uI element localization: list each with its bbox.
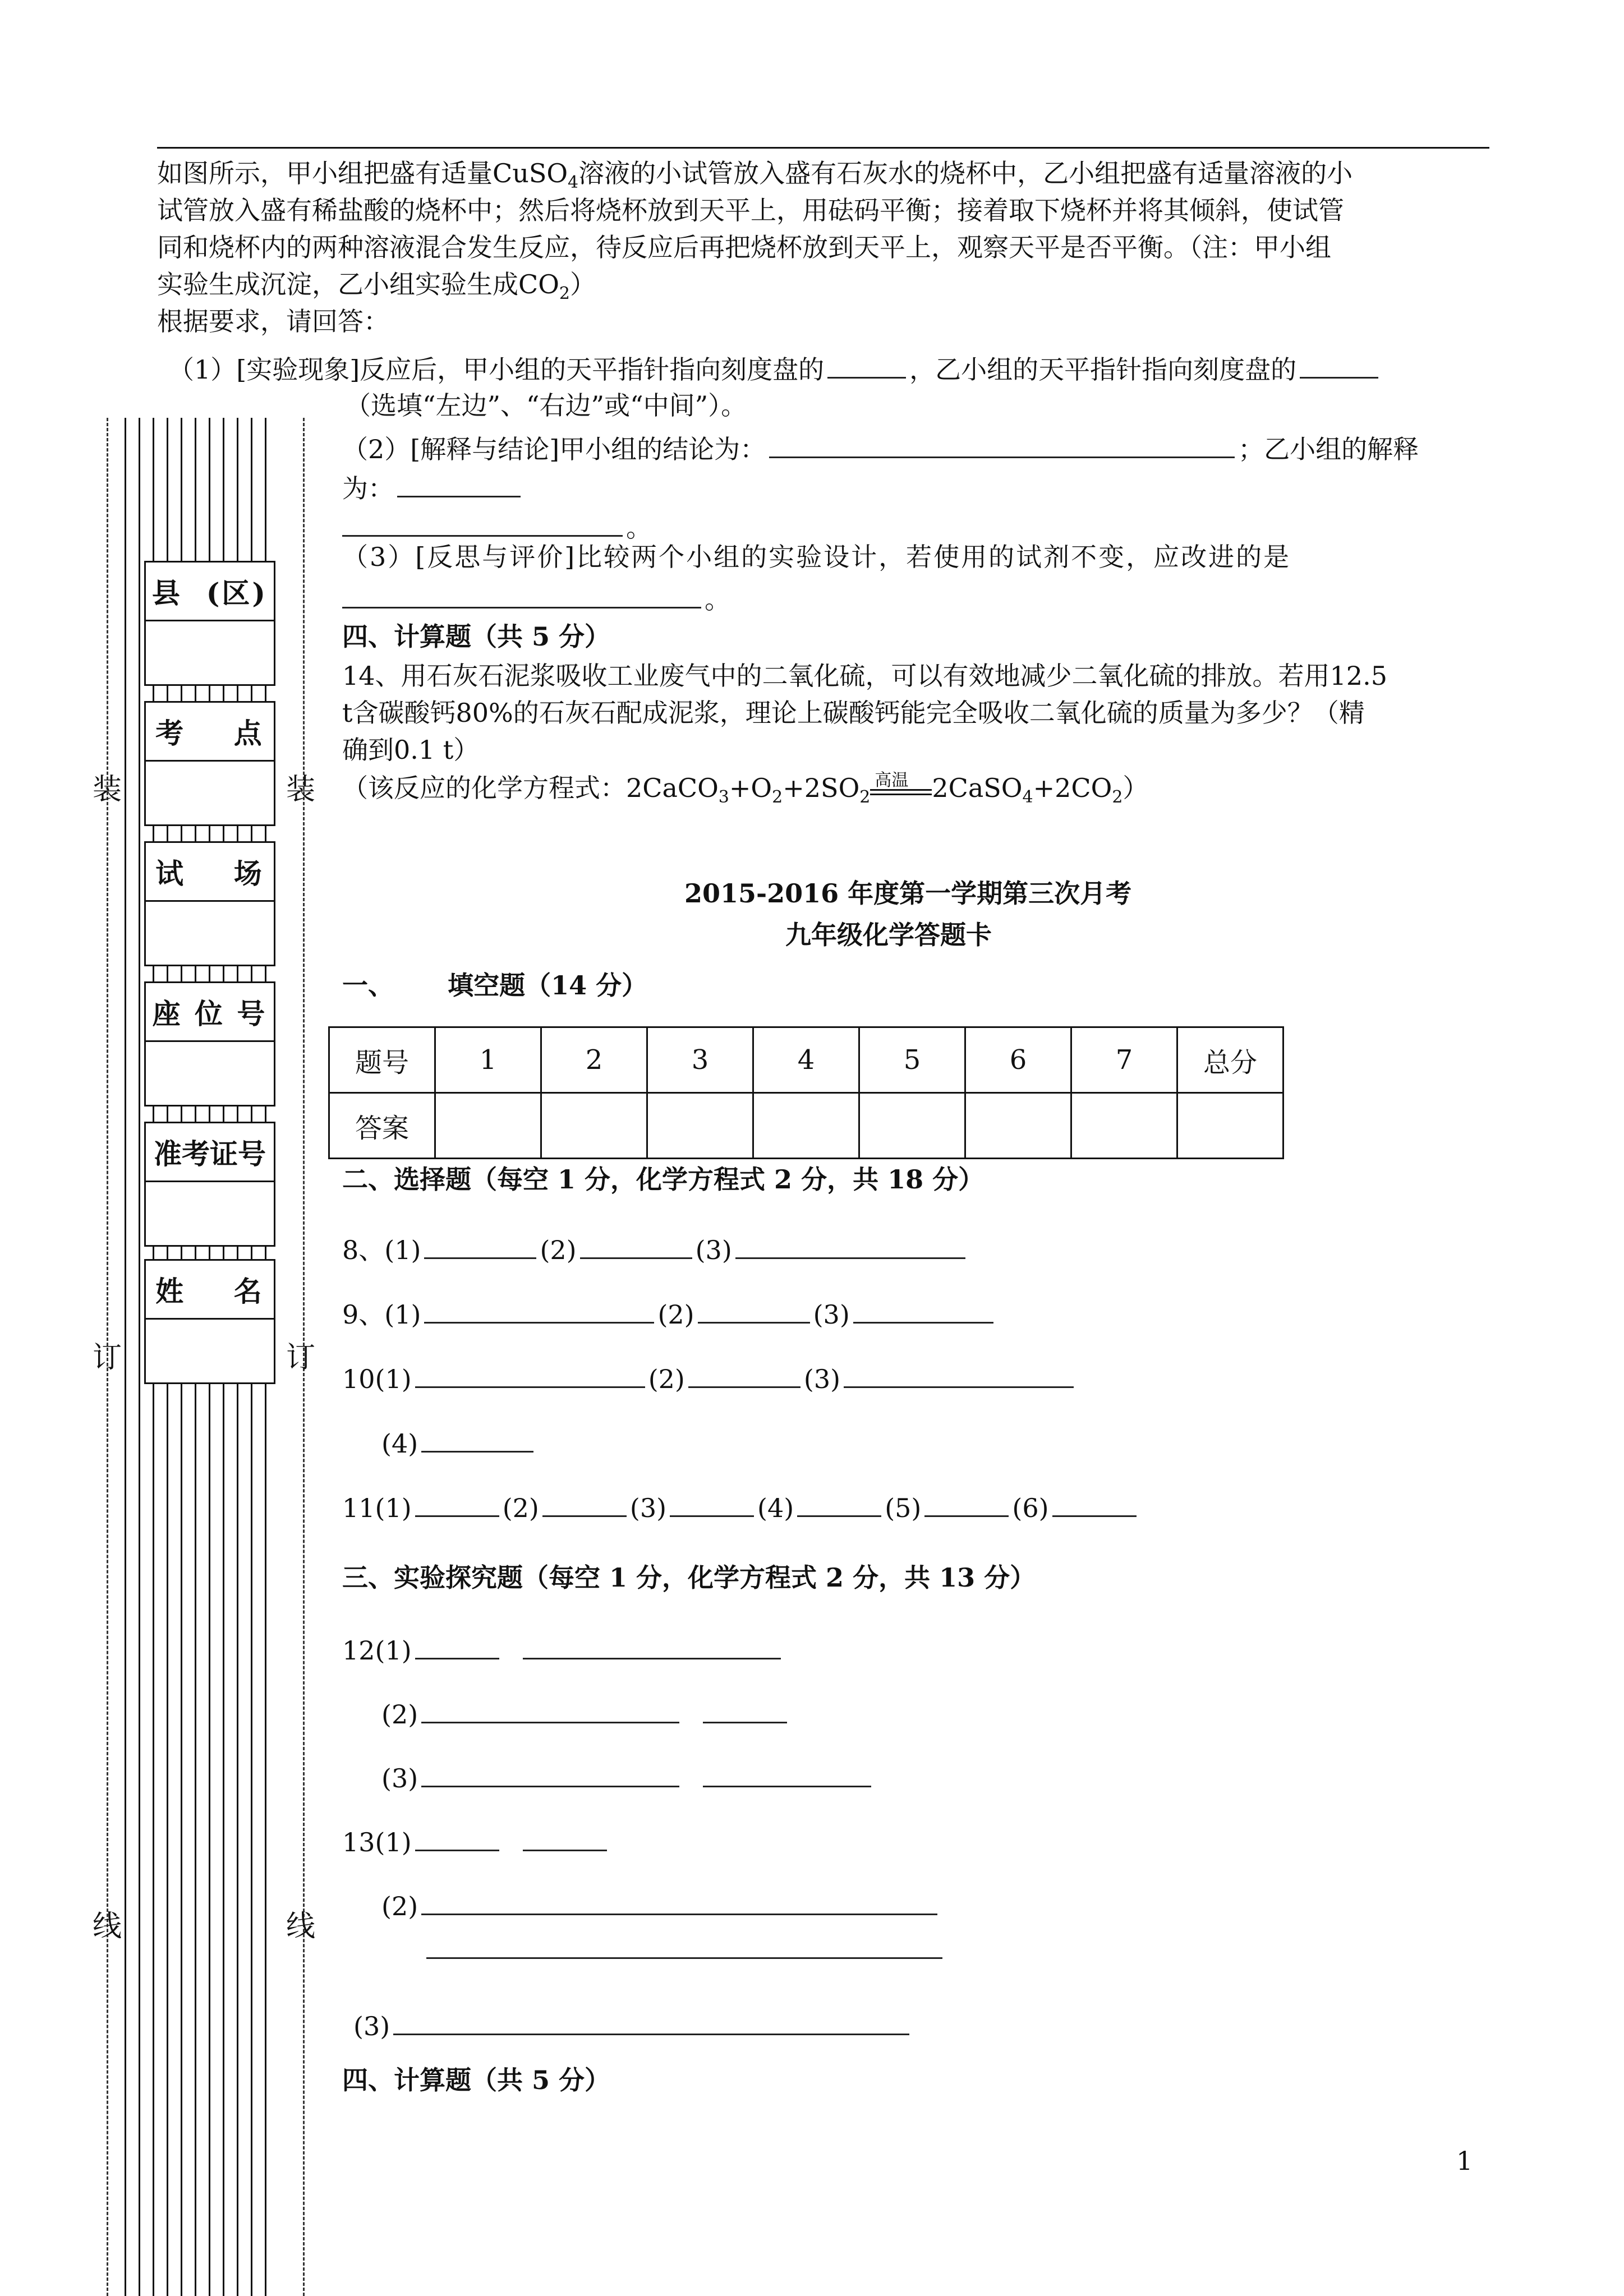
row-13-2: (2) xyxy=(381,1884,941,1925)
info-box-exam-site xyxy=(144,701,275,826)
answer-blank[interactable] xyxy=(542,1486,627,1517)
row-11: 11(1) (2) (3) (4) (5) (6) xyxy=(342,1486,1140,1527)
section-4-heading: 四、计算题（共 5 分） xyxy=(342,2065,611,2095)
table-cell: 2 xyxy=(541,1027,647,1093)
margin-char-zhuang-right: 装 xyxy=(286,773,316,806)
binding-line xyxy=(125,418,126,2296)
question-3-end: 。 xyxy=(342,578,730,618)
margin-char-ding-left: 订 xyxy=(93,1341,122,1375)
margin-char-zhuang-left: 装 xyxy=(93,773,122,806)
margin-char-xian-right: 线 xyxy=(286,1910,316,1943)
question-1: （1）[实验现象]反应后，甲小组的天平指针指向刻度盘的 ，乙小组的天平指针指向刻度盘的 xyxy=(168,348,1382,388)
info-label: 座 位 号 xyxy=(146,983,274,1042)
answer-cell[interactable] xyxy=(435,1093,541,1159)
question-2: （2）[解释与结论]甲小组的结论为： ；乙小组的解释 xyxy=(342,427,1419,468)
answer-blank[interactable] xyxy=(580,1228,692,1259)
seat-field[interactable] xyxy=(146,1042,274,1105)
row-12-2: (2) xyxy=(381,1693,790,1733)
answer-blank[interactable] xyxy=(769,427,1235,458)
intro-line-1: 如图所示，甲小组把盛有适量CuSO$_4$溶液的小试管放入盛有石灰水的烧杯中，乙小组把盛有适量溶液的小 xyxy=(157,158,1353,193)
answer-blank[interactable] xyxy=(1052,1486,1137,1517)
calc-line-2: t含碳酸钙80%的石灰石配成泥浆，理论上碳酸钙能完全吸收二氧化硫的质量为多少？（精 xyxy=(342,698,1365,728)
answer-blank[interactable] xyxy=(342,578,701,608)
row-9: 9、(1) (2) (3) xyxy=(342,1293,997,1333)
answer-cell[interactable] xyxy=(541,1093,647,1159)
answer-blank[interactable] xyxy=(424,1228,536,1259)
answer-blank[interactable] xyxy=(342,506,623,537)
intro-line-2: 试管放入盛有稀盐酸的烧杯中；然后将烧杯放到天平上，用砝码平衡；接着取下烧杯并将其倾斜，使试管 xyxy=(157,195,1344,225)
table-row xyxy=(329,1027,1283,1093)
row-13-3: (3) xyxy=(353,2004,913,2045)
section-2-heading: 二、选择题（每空 1 分，化学方程式 2 分，共 18 分） xyxy=(342,1164,984,1195)
answer-table xyxy=(328,1026,1284,1159)
answer-blank[interactable] xyxy=(698,1293,810,1324)
answer-blank[interactable] xyxy=(853,1293,993,1324)
intro-line-4: 实验生成沉淀，乙小组实验生成$CO_2$） xyxy=(157,269,596,304)
answer-blank[interactable] xyxy=(797,1486,881,1517)
section-3-heading: 三、实验探究题（每空 1 分，化学方程式 2 分，共 13 分） xyxy=(342,1562,1036,1593)
answer-blank[interactable] xyxy=(421,1693,679,1723)
info-label: 准考证号 xyxy=(146,1123,274,1182)
answer-blank[interactable] xyxy=(703,1756,871,1787)
answer-blank[interactable] xyxy=(421,1884,937,1915)
answer-blank[interactable] xyxy=(424,1293,654,1324)
info-box-county xyxy=(144,561,275,686)
answer-blank[interactable] xyxy=(421,1756,679,1787)
reaction-arrow: 高温 xyxy=(870,779,932,801)
info-box-name xyxy=(144,1259,275,1384)
answer-blank[interactable] xyxy=(1300,348,1378,379)
answer-blank[interactable] xyxy=(924,1486,1009,1517)
question-3: （3）[反思与评价]比较两个小组的实验设计，若使用的试剂不变，应改进的是 xyxy=(342,542,1291,572)
answer-blank[interactable] xyxy=(844,1357,1074,1388)
info-box-seat xyxy=(144,981,275,1106)
answer-cell[interactable] xyxy=(1071,1093,1177,1159)
margin-char-ding-right: 订 xyxy=(286,1341,316,1375)
table-cell: 3 xyxy=(647,1027,753,1093)
calc-line-3: 确到0.1 t） xyxy=(342,735,480,765)
row-10: 10(1) (2) (3) xyxy=(342,1357,1077,1398)
table-cell: 5 xyxy=(859,1027,965,1093)
answer-blank[interactable] xyxy=(415,1486,499,1517)
top-rule xyxy=(157,147,1489,149)
answer-cell[interactable] xyxy=(647,1093,753,1159)
answer-cell[interactable] xyxy=(753,1093,859,1159)
intro-line-5: 根据要求，请回答： xyxy=(157,306,389,336)
binding-line xyxy=(139,418,140,2296)
table-cell: 7 xyxy=(1071,1027,1177,1093)
margin-char-xian-left: 线 xyxy=(93,1910,122,1943)
answer-blank[interactable] xyxy=(393,2004,909,2035)
table-cell: 总分 xyxy=(1177,1027,1283,1093)
page-number: 1 xyxy=(1456,2146,1473,2176)
info-label: 县 (区) xyxy=(146,563,274,621)
county-field[interactable] xyxy=(146,621,274,684)
answer-blank[interactable] xyxy=(523,1629,781,1659)
table-cell: 1 xyxy=(435,1027,541,1093)
info-box-ticket xyxy=(144,1122,275,1247)
answer-blank[interactable] xyxy=(523,1820,607,1851)
info-label: 姓 名 xyxy=(146,1261,274,1320)
answer-blank[interactable] xyxy=(415,1629,499,1659)
table-cell: 6 xyxy=(965,1027,1071,1093)
answer-cell[interactable] xyxy=(859,1093,965,1159)
table-row xyxy=(329,1093,1283,1159)
answer-blank[interactable] xyxy=(688,1357,801,1388)
calc-heading-top: 四、计算题（共 5 分） xyxy=(342,621,611,652)
exam-room-field[interactable] xyxy=(146,902,274,965)
answer-cell[interactable] xyxy=(965,1093,1071,1159)
exam-site-field[interactable] xyxy=(146,762,274,824)
question-2-end: 。 xyxy=(342,506,652,546)
section-1-heading: 一、 填空题（14 分） xyxy=(342,970,648,1001)
answer-blank[interactable] xyxy=(415,1357,645,1388)
intro-line-3: 同和烧杯内的两种溶液混合发生反应，待反应后再把烧杯放到天平上，观察天平是否平衡。（注：甲小组 xyxy=(157,232,1331,262)
info-label: 试 场 xyxy=(146,843,274,902)
row-12-3: (3) xyxy=(381,1756,875,1797)
answer-blank[interactable] xyxy=(703,1693,787,1723)
question-2-cont: 为： xyxy=(342,467,524,507)
ticket-field[interactable] xyxy=(146,1182,274,1245)
row-12-1: 12(1) xyxy=(342,1629,784,1669)
calc-line-1: 14、用石灰石泥浆吸收工业废气中的二氧化硫，可以有效地减少二氧化硫的排放。若用12.5 xyxy=(342,661,1387,691)
answer-blank[interactable] xyxy=(421,1422,533,1453)
row-8: 8、(1) (2) (3) xyxy=(342,1228,969,1269)
info-box-exam-room xyxy=(144,841,275,966)
card-title-1: 2015-2016 年度第一学期第三次月考 xyxy=(684,878,1132,909)
table-cell: 题号 xyxy=(329,1027,435,1093)
name-field[interactable] xyxy=(146,1320,274,1382)
answer-blank[interactable] xyxy=(415,1820,499,1851)
answer-line[interactable] xyxy=(426,1957,942,1959)
answer-blank[interactable] xyxy=(735,1228,965,1259)
answer-blank[interactable] xyxy=(670,1486,754,1517)
table-cell: 4 xyxy=(753,1027,859,1093)
question-1-note: （选填“左边”、“右边”或“中间”）。 xyxy=(345,390,747,421)
chemical-equation: （该反应的化学方程式：$2CaCO_3+O_2+2SO_2$ 高温 $2CaSO_4+2CO_2$） xyxy=(342,771,1149,808)
row-10-4: (4) xyxy=(381,1422,537,1462)
row-13-1: 13(1) xyxy=(342,1820,610,1861)
answer-blank[interactable] xyxy=(397,467,521,497)
card-title-2: 九年级化学答题卡 xyxy=(785,920,992,950)
info-label: 考 点 xyxy=(146,703,274,762)
answer-blank[interactable] xyxy=(827,348,906,379)
table-cell: 答案 xyxy=(329,1093,435,1159)
answer-cell[interactable] xyxy=(1177,1093,1283,1159)
